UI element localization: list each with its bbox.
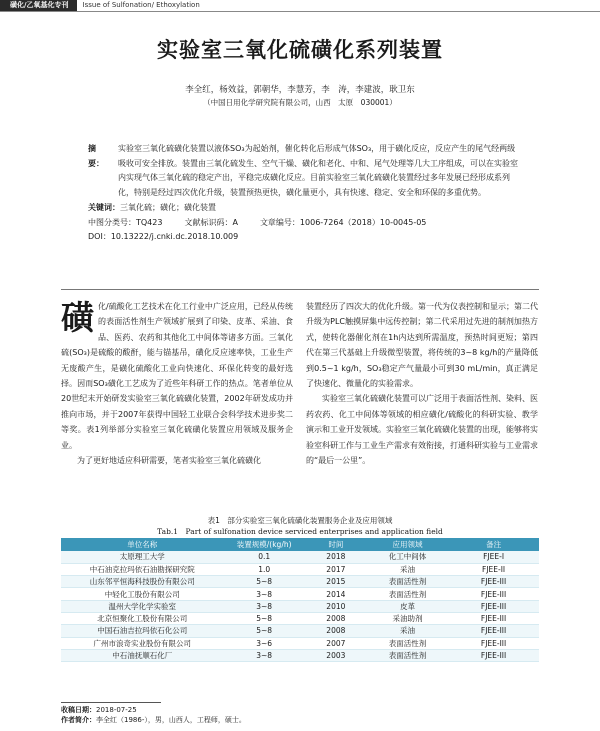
table-cell: FJEE-III [448,600,539,612]
drop-cap: 磺 [61,298,94,337]
footnote-rule [61,702,161,703]
abstract-text: 实验室三氧化硫磺化装置以液体SO₃为起始剂，催化转化后形成气体SO₃，用于磺化反应，反应产生的尾气经两级吸收可安全排放。装置由三氧化硫发生、空气干燥、磺化和老化、中和、尾气处理等几大工序组成，可以在实验室内实现气体三氧化硫的稳定产出，平稳完成磺化反应。目前实验室三氧化硫磺化装置经过多年发展已经形成系列化，特别是经过四次优化升级，装置预热更快，磺化量更小，具有快速、稳定、安全和环保的多重优势。 [118,144,518,197]
body-column-right [306,299,538,468]
keywords-text: 三氧化硫；磺化；磺化装置 [120,203,216,212]
table-cell: FJEE-III [448,637,539,649]
table-row [61,600,539,612]
table-header-row [61,538,539,551]
received-value: 2018-07-25 [96,706,137,714]
clc-number: 中图分类号：TQ423 [88,217,163,227]
table-cell: 太原理工大学 [61,551,224,563]
keywords-label: 关键词： [88,203,120,212]
table-cell: 北京恒聚化工股份有限公司 [61,612,224,624]
table-cell: 中石油抚顺石化厂 [61,649,224,661]
table-cell: 2015 [305,576,367,588]
table-cell: 皮革 [367,600,448,612]
table-row [61,637,539,649]
affiliation: （中国日用化学研究院有限公司，山西 太原 030001） [203,98,397,107]
table-cell: 采油 [367,625,448,637]
footnote [61,705,246,725]
table-cell: 2017 [305,563,367,575]
table-row [61,625,539,637]
table-cell: 2018 [305,551,367,563]
table-row [61,612,539,624]
table-cell: 中国石油吉拉玛依石化公司 [61,625,224,637]
authors: 李全红，杨效益，郭朝华，李慧芳，李 涛，李建波，耿卫东 [185,85,415,95]
table-cell: FJEE-III [448,649,539,661]
table-cell: 化工中间体 [367,551,448,563]
table-cell: 广州市浪奇实业股份有限公司 [61,637,224,649]
article-number: 文章编号：1006-7264（2018）10-0045-05 [259,217,427,227]
document-code: 文献标识码：A [184,217,238,227]
abstract-block [88,142,520,245]
body-paragraph: 实验室三氧化硫磺化装置可以广泛用于表面活性剂、染料、医药农药、化工中间体等领域的相应磺化/硫酸化的科研实验、教学演示和工业开发领域。实验室三氧化硫磺化装置的出现，能够将实验室科研工作与工业生产需求有效衔接，打通科研实验与工业需求的“最后一公里”。 [306,394,538,466]
table-cell: 2003 [305,649,367,661]
body-text: 化/硫酸化工艺技术在化工行业中广泛应用，已经从传统的表面活性剂生产领域扩展到了印染、皮革、采油、食品、医药、农药和其他化工中间体等诸多方面。三氧化硫(SO₃)是硫酸的酸酐，能与锚基吊，磺化反应速率快，工业生产无废酸产生，是磺化硫酸化工业向快速化、环保化转变的最好选择。因而SO₃磺化工艺成为了近些年科研工作的热点。笔者单位从20世纪末开始研发实验室三氧化硫磺化装置，2002年研发成功并推向市场，并于2007年获得中国轻工业联合会科学技术进步奖二等奖。表1列举部分实验室三氧化硫磺化装置应用领域及服务企业。 [61,302,293,450]
table-cell: 中石油克拉玛依石油勘探研究院 [61,563,224,575]
table-row [61,576,539,588]
table-row [61,563,539,575]
doi: DOI：10.13222/j.cnki.dc.2018.10.009 [88,232,239,241]
section-divider [61,289,539,290]
author-bio-label: 作者简介： [61,716,96,724]
table-cell: FJEE-III [448,625,539,637]
table-row [61,649,539,661]
table-cell: 1.0 [224,563,305,575]
abstract-label: 摘 要： [88,144,104,168]
table-cell: 表面活性剂 [367,588,448,600]
table-cell: 表面活性剂 [367,637,448,649]
table-cell: 3~8 [224,600,305,612]
classification-row [88,216,520,231]
table-cell: 采油 [367,563,448,575]
table-cell: 采油助剂 [367,612,448,624]
table-cell: 2010 [305,600,367,612]
table-cell: FJEE-I [448,551,539,563]
article-title: 实验室三氧化硫磺化系列装置 [157,37,443,62]
author-bio-value: 李全红（1986-），男，山西人，工程师，硕士。 [96,716,246,724]
table-cell: 3~6 [224,637,305,649]
table-cell: 5~8 [224,625,305,637]
table-row [61,588,539,600]
table-cell: 3~8 [224,649,305,661]
table-cell: FJEE-II [448,563,539,575]
table-cell: 2008 [305,625,367,637]
column-header: 备注 [448,538,539,551]
header-rule [0,11,600,12]
table-cell: 表面活性剂 [367,649,448,661]
body-paragraph: 装置经历了四次大的优化升级。第一代为仪表控制和显示；第二代升级为PLC触摸屏集中远传控制；第二代采用过先进的制剂加热方式，使转化器催化剂在1h内达到所需温度，预热时间更短；第四代在第三代基础上升级微型装置，将传统的3~8 kg/h的产量降低到0.5~1 kg/h，SO₃稳定产气量最小可到30 mL/min，真正满足了快速化、微量化的实验需求。 [306,302,538,389]
body-paragraph: 为了更好地适应科研需要，笔者实验室三氧化硫磺化 [77,456,261,466]
body-column-left [61,299,293,468]
table-cell: FJEE-III [448,576,539,588]
table-cell: FJEE-III [448,612,539,624]
table-cell: 温州大学化学实验室 [61,600,224,612]
table-cell: FJEE-III [448,588,539,600]
column-header: 应用领域 [367,538,448,551]
body-paragraph [61,299,293,453]
table-cell: 表面活性剂 [367,576,448,588]
author-bio [61,715,246,725]
table-cell: 3~8 [224,588,305,600]
service-table [61,538,539,662]
table-caption-cn: 表1 部分实验室三氧化硫磺化装置服务企业及应用领域 [207,516,393,525]
column-header: 装置规模/(kg/h) [224,538,305,551]
table-row [61,551,539,563]
table-cell: 5~8 [224,612,305,624]
table-cell: 中轻化工股份有限公司 [61,588,224,600]
table-cell: 5~8 [224,576,305,588]
table-cell: 2007 [305,637,367,649]
table-cell: 0.1 [224,551,305,563]
column-header: 单位名称 [61,538,224,551]
table-cell: 2008 [305,612,367,624]
journal-section-english: Issue of Sulfonation/ Ethoxylation [82,1,200,9]
keywords [88,201,520,216]
abstract [88,142,520,200]
received-label: 收稿日期： [61,706,96,714]
table-caption-en: Tab.1 Part of sulfonation device serviced enterprises and application field [157,527,443,536]
table-cell: 2014 [305,588,367,600]
table-cell: 山东邻平恒海科技股份有限公司 [61,576,224,588]
journal-header [0,0,600,11]
column-header: 时间 [305,538,367,551]
received-date [61,705,246,715]
journal-section: 磺化/乙氧基化专刊 [0,0,77,11]
